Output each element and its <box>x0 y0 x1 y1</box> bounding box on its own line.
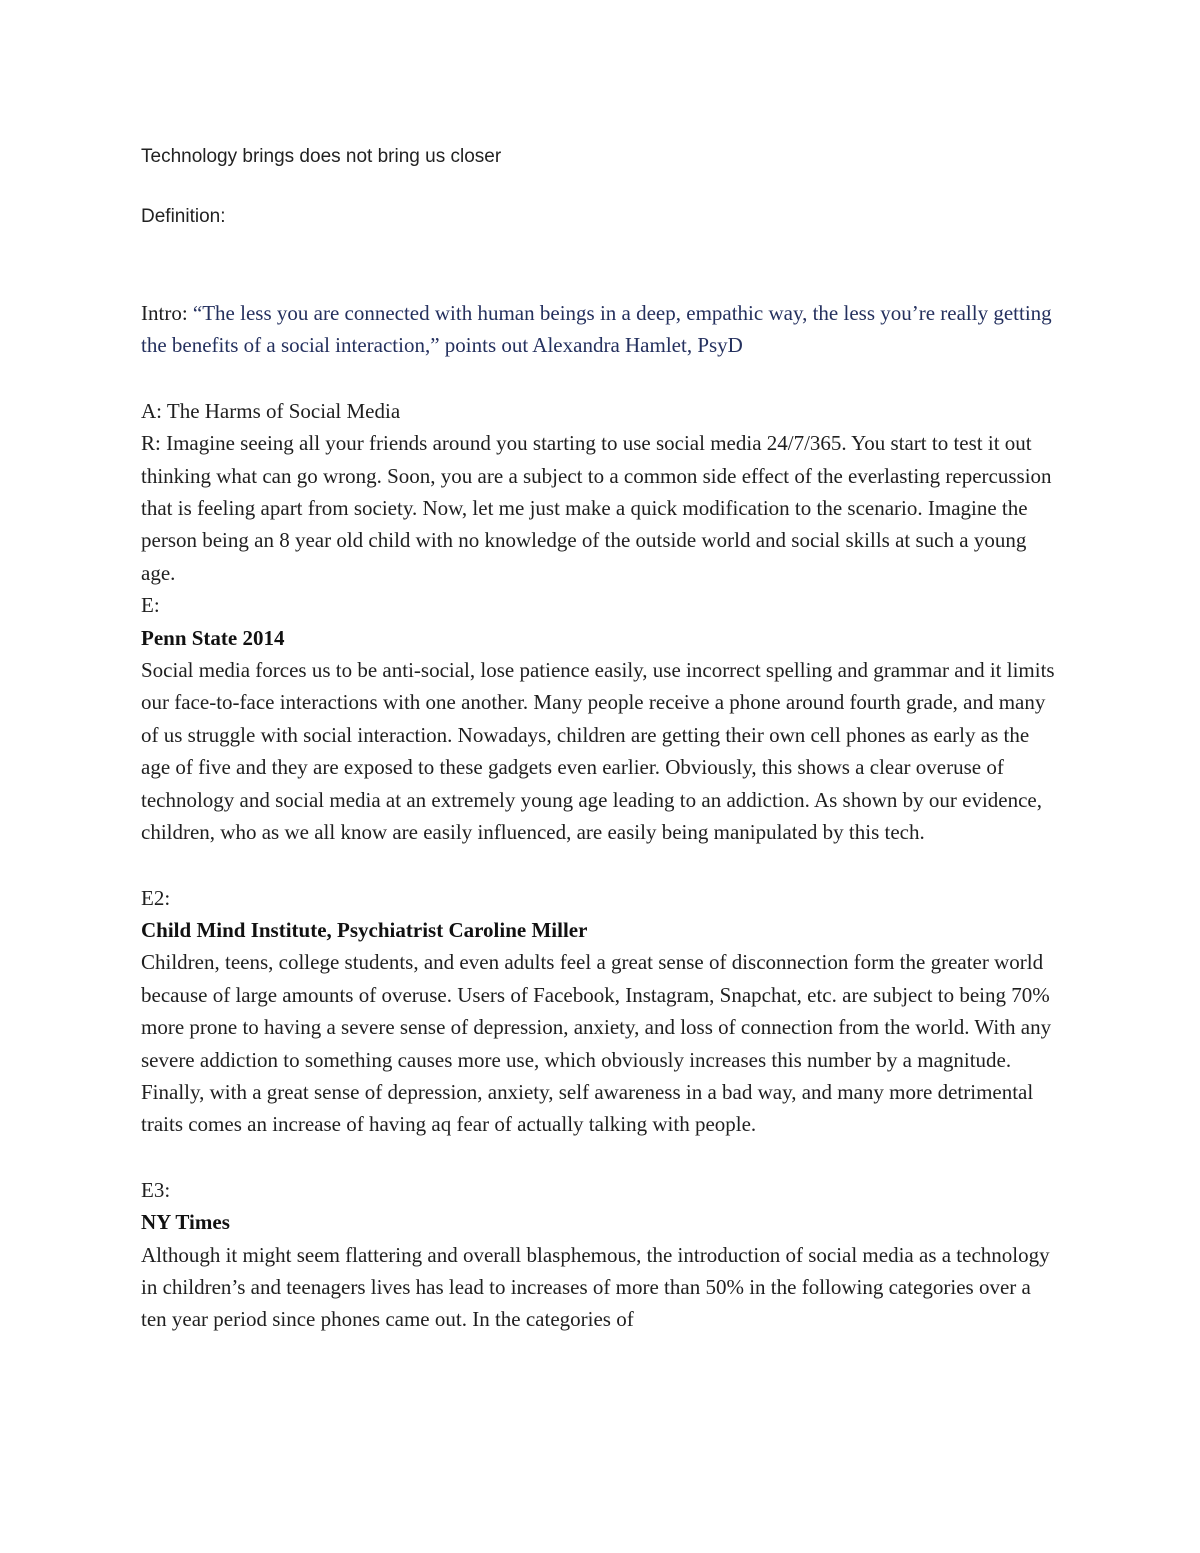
intro-paragraph <box>141 297 1061 362</box>
evidence-3-text: Although it might seem flattering and overall blasphemous, the introduction of social media as a technology in children’s and teenagers lives has lead to increases of more than 50% in the following categories over a ten year period since phones came out. In the categories of <box>141 1242 1050 1332</box>
evidence-2-text: Children, teens, college students, and even adults feel a great sense of disconnection form the greater world because of large amounts of overuse. Users of Facebook, Instagram, Snapchat, etc. are subject to being 70% more prone to having a severe sense of depression, anxiety, and loss of connection from the world. With any severe addiction to something causes more use, which obviously increases this number by a magnitude. Finally, with a great sense of depression, anxiety, self awareness in a bad way, and many more detrimental traits comes an increase of having aq fear of actually talking with people. <box>141 950 1052 1137</box>
evidence-1-source: Penn State 2014 <box>141 625 285 650</box>
evidence-1-text: Social media forces us to be anti-social, lose patience easily, use incorrect spelling and grammar and it limits our face-to-face interactions with one another. Many people receive a phone around fourth grade, and many of us struggle with social interaction. Nowadays, children are getting their own cell phones as early as the age of five and they are exposed to these gadgets even earlier. Obviously, this shows a clear overuse of technology and social media at an extremely young age leading to an addiction. As shown by our evidence, children, who as we all know are easily influenced, are easily being manipulated by this tech. <box>141 658 1055 845</box>
definition-label: Definition: <box>141 206 226 227</box>
document-body <box>141 141 1061 1336</box>
evidence-3-source: NY Times <box>141 1210 230 1235</box>
intro-label: Intro: <box>141 301 188 325</box>
evidence-2-source: Child Mind Institute, Psychiatrist Caroline Miller <box>141 917 588 942</box>
evidence-3-label: E3: <box>141 1177 171 1202</box>
evidence-2-label: E2: <box>141 885 171 910</box>
document-title: Technology brings does not bring us closer <box>141 146 502 167</box>
evidence-1-label: E: <box>141 593 160 618</box>
intro-quote: “The less you are connected with human beings in a deep, empathic way, the less you’re really getting the benefits of a social interaction,” points out Alexandra Hamlet, PsyD <box>141 301 1052 358</box>
section-r-paragraph: R: Imagine seeing all your friends around you starting to use social media 24/7/365. You start to test it out thinking what can go wrong. Soon, you are a subject to a common side effect of the everlasting repercussion that is feeling apart from society. Now, let me just make a quick modification to the scenario. Imagine the person being an 8 year old child with no knowledge of the outside world and social skills at such a young age. <box>141 431 1052 585</box>
section-a-heading: A: The Harms of Social Media <box>141 398 401 423</box>
